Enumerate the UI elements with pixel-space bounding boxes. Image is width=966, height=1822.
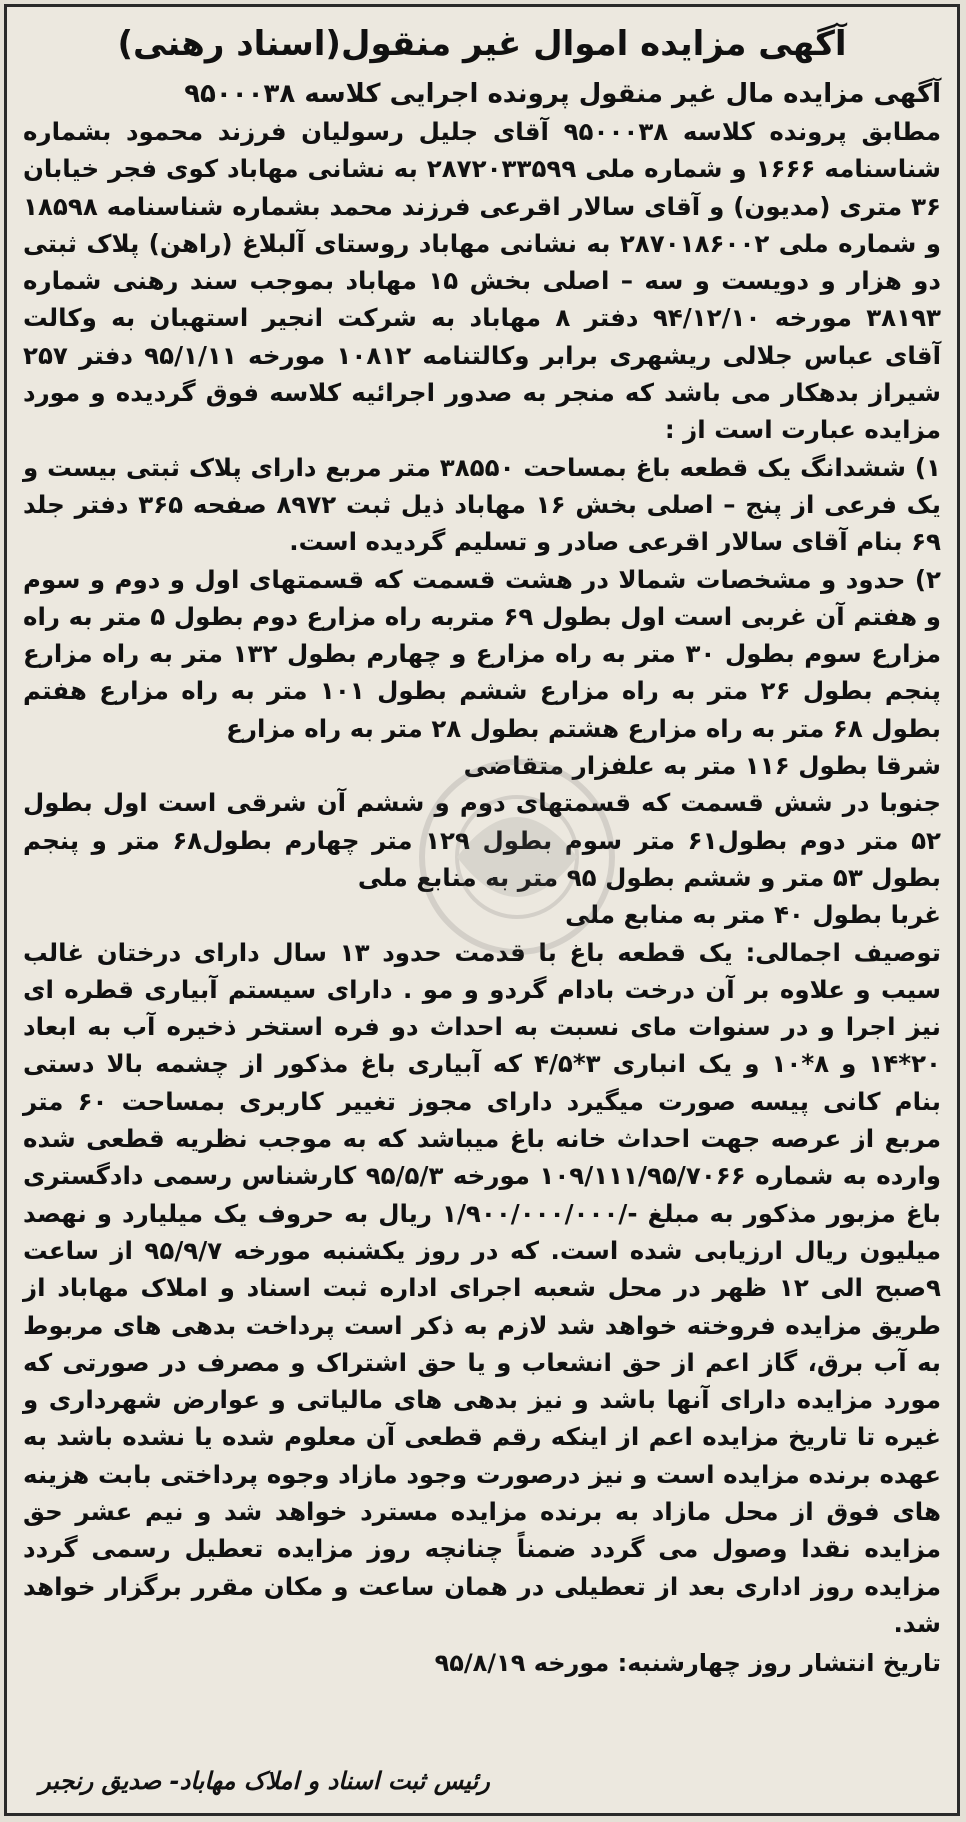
notice-body xyxy=(23,113,941,1642)
paragraph-boundaries-west: غربا بطول ۴۰ متر به منابع ملی xyxy=(565,900,941,930)
signature: رئیس ثبت اسناد و املاک مهاباد- صدیق رنجبر xyxy=(39,1767,490,1795)
paragraph-case-details: مطابق پرونده کلاسه ۹۵۰۰۰۳۸ آقای جلیل رسولیان فرزند محمود بشماره شناسنامه ۱۶۶۶ و شماره ملی ۲۸۷۲۰۳۳۵۹۹ به نشانی مهاباد کوی فجر خیابان ۳۶ متری (مدیون) و آقای سالار اقرعی فرزند محمد بشماره شناسنامه ۱۸۵۹۸ و شماره ملی ۲۸۷۰۱۸۶۰۰۲ به نشانی مهاباد روستای آلبلاغ (راهن) پلاک ثبتی دو هزار و دویست و سه – اصلی بخش ۱۵ مهاباد بموجب سند رهنی شماره ۳۸۱۹۳ مورخه ۹۴/۱۲/۱۰ دفتر ۸ مهاباد به شرکت انجیر استهبان به وکالت آقای عباس جلالی ریشهری برابر وکالتنامه ۱۰۸۱۲ مورخه ۹۵/۱/۱۱ دفتر ۲۵۷ شیراز بدهکار می باشد که منجر به صدور اجرائیه کلاسه فوق گردیده و مورد مزایده عبارت است از : xyxy=(23,117,942,445)
notice-subtitle: آگهی مزایده مال غیر منقول پرونده اجرایی کلاسه ۹۵۰۰۰۳۸ xyxy=(184,79,941,109)
paragraph-boundaries-east: شرقا بطول ۱۱۶ متر به علفزار متقاضی xyxy=(463,751,941,781)
notice-page xyxy=(4,4,960,1816)
paragraph-description: توصیف اجمالی: یک قطعه باغ با قدمت حدود ۱۳ سال دارای درختان غالب سیب و علاوه بر آن درخت بادام گردو و مو . دارای سیستم آبیاری قطره ای نیز اجرا و در سنوات مای نسبت به احداث دو فره استخر ذخیره آب به ابعاد ۲۰*۱۴ و ۸*۱۰ و یک انباری ۳*۴/۵ که آبیاری باغ مذکور از چشمه بالا دستی بنام کانی پیسه صورت میگیرد دارای مجوز تغییر کاربری بمساحت ۶۰ متر مربع از عرصه جهت احداث خانه باغ میباشد که به موجب نظریه قطعی شده وارده به شماره ۱۰۹/۱۱۱/۹۵/۷۰۶۶ مورخه ۹۵/۵/۳ کارشناس رسمی دادگستری باغ مزبور مذکور به مبلغ -/۱/۹۰۰/۰۰۰/۰۰۰ ریال به حروف یک میلیارد و نهصد میلیون ریال ارزیابی شده است. که در روز یکشنبه مورخه ۹۵/۹/۷ از ساعت ۹صبح الی ۱۲ ظهر در محل شعبه اجرای اداره ثبت اسناد و املاک مهاباد از طریق مزایده فروخته خواهد شد لازم به ذکر است پرداخت بدهی های مربوط به آب برق، گاز اعم از حق انشعاب و یا حق اشتراک و مصرف در صورتی که مورد مزایده دارای آنها باشد و نیز بدهی های مالیاتی و عوارض شهرداری و غیره تا تاریخ مزایده اعم از اینکه رقم قطعی آن معلوم شده یا نشده باشد به عهده برنده مزایده است و نیز درصورت وجود مازاد وجوه پرداختی بابت هزینه های فوق از محل مازاد به برنده مزایده مسترد خواهد شد و نیم عشر حق مزایده نقدا وصول می گردد ضمناً چنانچه روز مزایده تعطیل رسمی گردد مزایده روز اداری بعد از تعطیلی در همان ساعت و مکان مقرر برگزار خواهد شد. xyxy=(23,937,942,1638)
paragraph-property: ۱) ششدانگ یک قطعه باغ بمساحت ۳۸۵۵۰ متر مربع دارای پلاک ثبتی بیست و یک فرعی از پنج – اصلی بخش ۱۶ مهاباد ذیل ثبت ۸۹۷۲ صفحه ۳۶۵ دفتر جلد ۶۹ بنام آقای سالار اقرعی صادر و تسلیم گردیده است. xyxy=(23,452,941,557)
paragraph-boundaries-south: جنوبا در شش قسمت که قسمتهای دوم و ششم آن شرقی است اول بطول ۵۲ متر دوم بطول۶۱ متر سوم بطول ۱۲۹ متر چهارم بطول۶۸ متر و پنجم بطول ۵۳ متر و ششم بطول ۹۵ متر به منابع ملی xyxy=(23,788,941,892)
publication-date: تاریخ انتشار روز چهارشنبه: مورخه ۹۵/۸/۱۹ xyxy=(434,1649,941,1678)
notice-title: آگهی مزایده اموال غیر منقول(اسناد رهنی) xyxy=(117,24,847,64)
paragraph-boundaries-north: ۲) حدود و مشخصات شمالا در هشت قسمت که قسمتهای اول و دوم و سوم و هفتم آن غربی است اول بطول ۶۹ متربه راه مزارع دوم بطول ۵ متر به راه مزارع سوم بطول ۳۰ متر به راه مزارع و چهارم بطول ۱۳۲ متر به راه مزارع پنجم بطول ۲۶ متر به راه مزارع ششم بطول ۱۰۱ متر به راه مزارع هفتم بطول ۶۸ متر به راه مزارع هشتم بطول ۲۸ متر به راه مزارع xyxy=(23,564,941,743)
